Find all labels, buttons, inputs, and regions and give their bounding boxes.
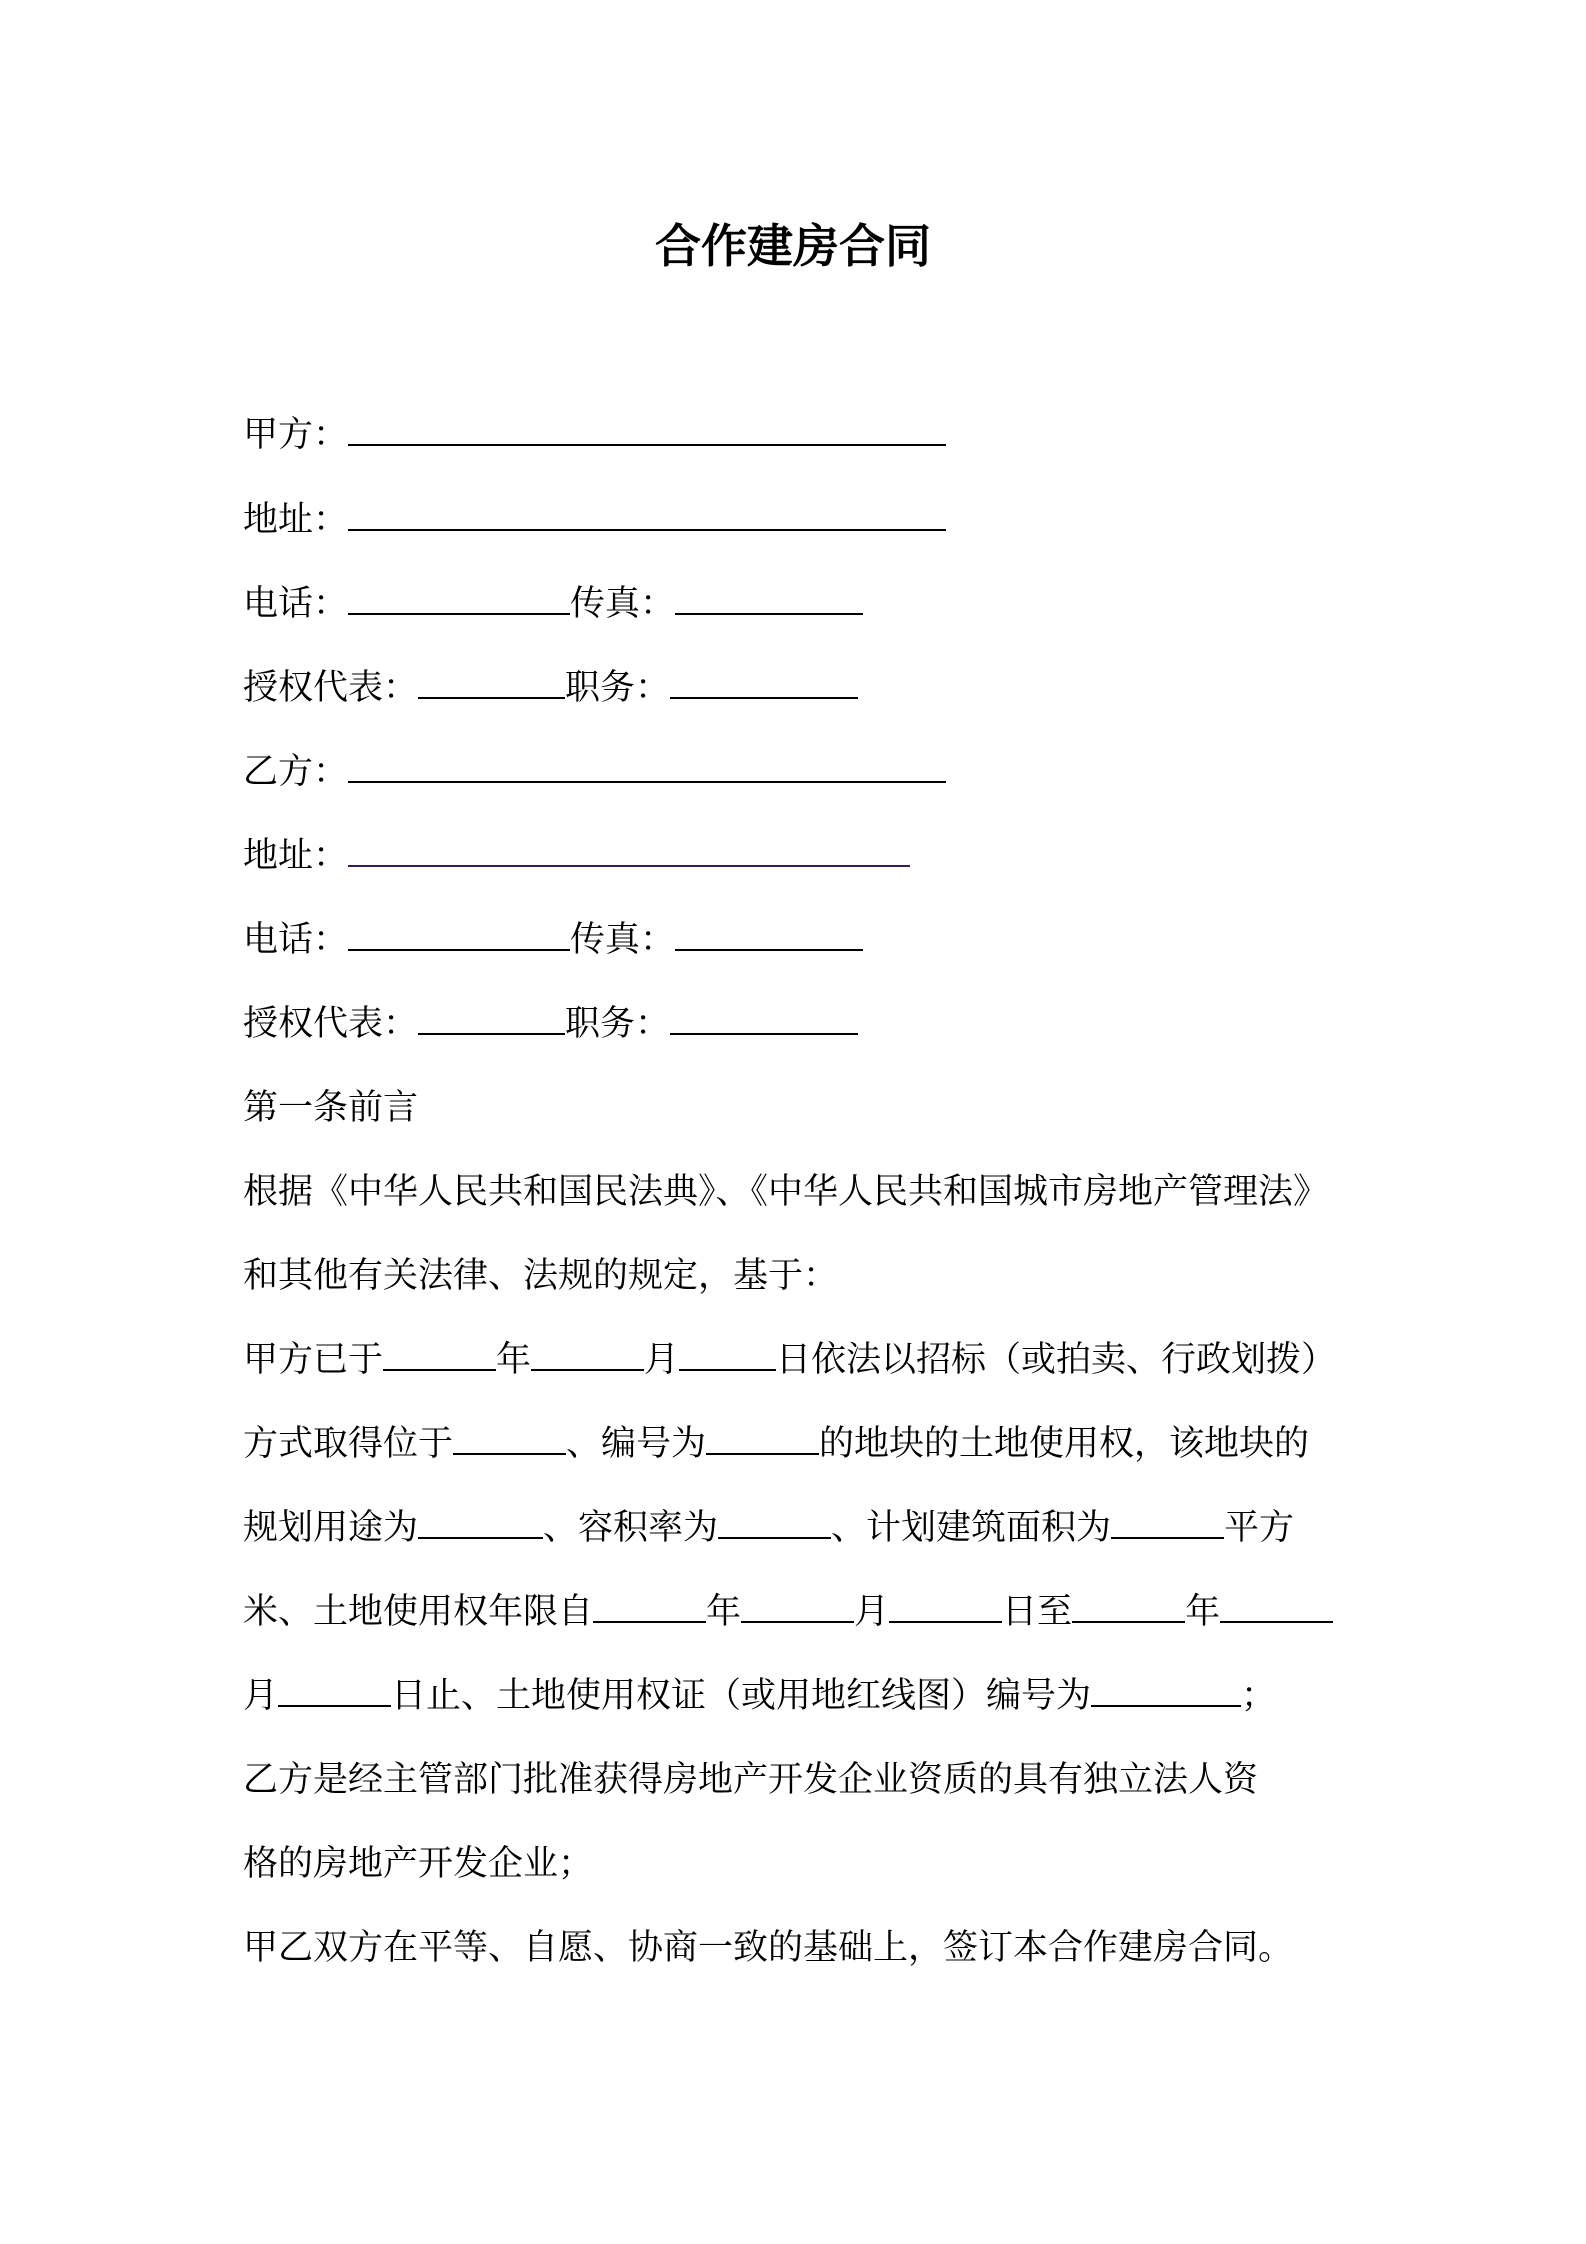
- text-segment: 月: [644, 1340, 680, 1380]
- party-a-fax-blank[interactable]: [675, 583, 863, 615]
- text-segment: 月: [243, 1676, 279, 1716]
- text-segment: 、容积率为: [543, 1508, 719, 1548]
- agreement-statement: 甲乙双方在平等、自愿、协商一致的基础上，签订本合作建房合同。: [243, 1928, 1294, 1968]
- party-b-phone-row: [243, 910, 1363, 970]
- acquired-day-blank[interactable]: [679, 1339, 776, 1371]
- term-end-year-blank[interactable]: [1072, 1591, 1185, 1623]
- party-b-rep-label: 授权代表：: [243, 1004, 419, 1044]
- party-b-name-blank[interactable]: [348, 751, 946, 783]
- text-segment: 平方: [1224, 1508, 1295, 1548]
- party-a-rep-blank[interactable]: [418, 667, 565, 699]
- acquired-month-blank[interactable]: [531, 1339, 644, 1371]
- party-a-name-blank[interactable]: [348, 414, 946, 446]
- text-segment: 甲方已于: [243, 1340, 384, 1380]
- text-segment: 年: [706, 1592, 742, 1632]
- text-segment: 、计划建筑面积为: [831, 1508, 1112, 1548]
- party-a-fax-label: 传真：: [570, 584, 676, 624]
- document-title: 合作建房合同: [655, 219, 931, 273]
- text-segment: 的地块的土地使用权，该地块的: [819, 1424, 1310, 1464]
- text-segment: 日至: [1002, 1592, 1073, 1632]
- party-a-name-label: 甲方：: [243, 415, 349, 455]
- certificate-number-blank[interactable]: [1091, 1675, 1241, 1707]
- term-end-day-blank[interactable]: [278, 1675, 391, 1707]
- party-a-position-label: 职务：: [565, 668, 671, 708]
- land-clause-line-3: [243, 1498, 1363, 1558]
- article-1-heading: 第一条前言: [243, 1088, 419, 1128]
- party-b-rep-blank[interactable]: [418, 1003, 565, 1035]
- text-segment: 方式取得位于: [243, 1424, 454, 1464]
- party-a-address-blank[interactable]: [348, 499, 946, 531]
- plot-ratio-blank[interactable]: [718, 1507, 831, 1539]
- party-b-fax-label: 传真：: [570, 920, 676, 960]
- text-segment: 规划用途为: [243, 1508, 419, 1548]
- text-segment: ；: [1241, 1676, 1277, 1716]
- party-b-phone-label: 电话：: [243, 920, 349, 960]
- preamble-line-2: 和其他有关法律、法规的规定，基于：: [243, 1256, 839, 1296]
- term-start-month-blank[interactable]: [741, 1591, 854, 1623]
- text-segment: 、编号为: [566, 1424, 707, 1464]
- party-a-phone-label: 电话：: [243, 584, 349, 624]
- party-b-address-label: 地址：: [243, 836, 349, 876]
- planned-use-blank[interactable]: [418, 1507, 543, 1539]
- text-segment: 年: [1185, 1592, 1221, 1632]
- location-blank[interactable]: [453, 1423, 566, 1455]
- party-a-phone-blank[interactable]: [348, 583, 570, 615]
- term-start-year-blank[interactable]: [593, 1591, 706, 1623]
- party-b-name-label: 乙方：: [243, 752, 349, 792]
- party-b-fax-blank[interactable]: [675, 919, 863, 951]
- acquired-year-blank[interactable]: [383, 1339, 496, 1371]
- preamble-line-1: 根据《中华人民共和国民法典》、《中华人民共和国城市房地产管理法》: [243, 1172, 1329, 1212]
- party-a-name-row: [243, 405, 1363, 465]
- party-a-position-blank[interactable]: [670, 667, 858, 699]
- party-b-address-blank[interactable]: [348, 835, 910, 867]
- party-b-qualification-line-1: 乙方是经主管部门批准获得房地产开发企业资质的具有独立法人资: [243, 1760, 1259, 1800]
- party-a-rep-row: [243, 658, 1363, 718]
- party-b-address-row: [243, 826, 1363, 886]
- party-a-rep-label: 授权代表：: [243, 668, 419, 708]
- party-b-rep-row: [243, 994, 1363, 1054]
- party-a-phone-row: [243, 574, 1363, 634]
- text-segment: 年: [496, 1340, 532, 1380]
- floor-area-blank[interactable]: [1111, 1507, 1224, 1539]
- text-segment: 日止、土地使用权证（或用地红线图）编号为: [391, 1676, 1092, 1716]
- party-b-qualification-line-2: 格的房地产开发企业；: [243, 1844, 594, 1884]
- party-b-name-row: [243, 742, 1363, 802]
- term-start-day-blank[interactable]: [889, 1591, 1002, 1623]
- party-b-position-blank[interactable]: [670, 1003, 858, 1035]
- text-segment: 日依法以招标（或拍卖、行政划拨）: [776, 1340, 1337, 1380]
- land-clause-line-5: [243, 1666, 1363, 1726]
- text-segment: 月: [854, 1592, 890, 1632]
- land-clause-line-2: [243, 1414, 1363, 1474]
- land-clause-line-4: [243, 1582, 1363, 1642]
- land-clause-line-1: [243, 1330, 1363, 1390]
- plot-number-blank[interactable]: [706, 1423, 819, 1455]
- party-a-address-label: 地址：: [243, 500, 349, 540]
- party-a-address-row: [243, 490, 1363, 550]
- party-b-phone-blank[interactable]: [348, 919, 570, 951]
- text-segment: 米、土地使用权年限自: [243, 1592, 594, 1632]
- party-b-position-label: 职务：: [565, 1004, 671, 1044]
- term-end-month-blank[interactable]: [1220, 1591, 1333, 1623]
